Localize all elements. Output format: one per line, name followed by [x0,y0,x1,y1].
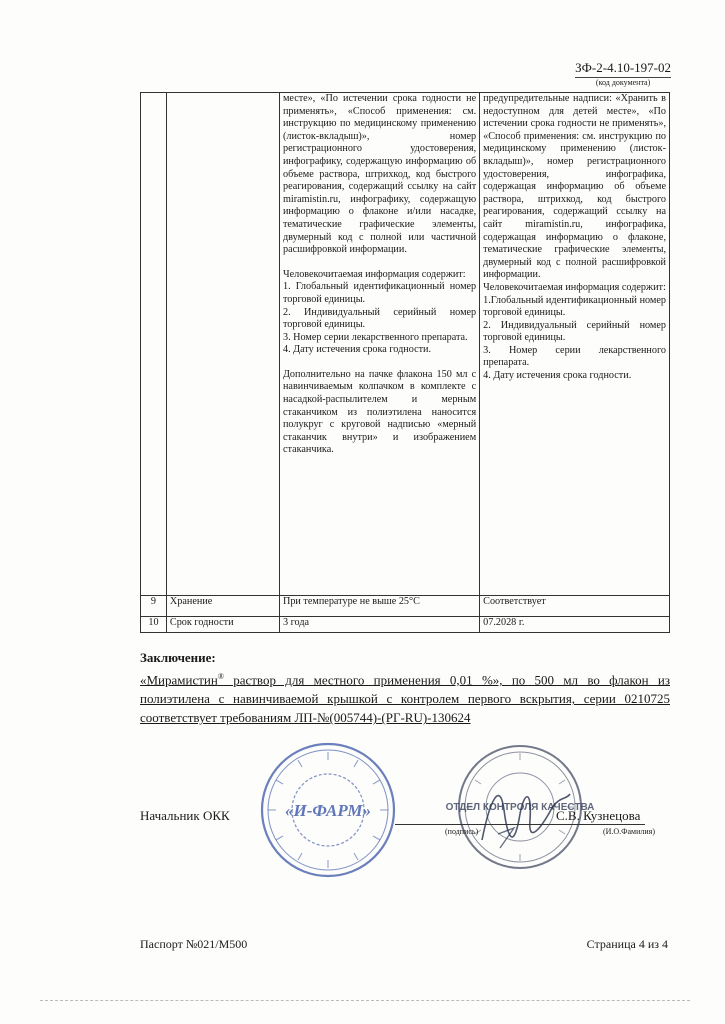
doc-code-caption: (код документа) [575,77,671,87]
signatory-role: Начальник ОКК [140,808,230,823]
signature-caption-right: (И.О.Фамилия) [602,827,655,836]
row-result: Соответствует [480,596,670,617]
req-para: Дополнительно на пачке флакона 150 мл с навинчиваемым колпачком в комплекте с насадкой-распылителем и мерным стаканчиком из полиэтилена наносится полукруг с круговой надписью «мерный стаканчик внутри» и изображением стаканчика. [282,368,477,456]
req-para: 4. Дату истечения срока годности. [282,344,432,356]
signature-line [395,824,645,825]
row-num: 9 [141,596,167,617]
req-para: 3. Номер серии лекарственного препарата. [282,331,468,343]
requirement-cell [279,93,479,596]
table-row [141,596,670,617]
row-requirement: При температуре не выше 25°С [279,596,479,617]
row-name: Хранение [166,596,279,617]
row-name-cell [166,93,279,596]
req-para: 2. Индивидуальный серийный номер торговой единицы. [282,306,477,331]
req-para: Человекочитаемая информация содержит: [282,268,466,280]
page-number: Страница 4 из 4 [586,937,668,951]
res-para: Человекочитаемая информация содержит: [483,281,666,293]
conclusion [140,648,670,727]
table-row [141,93,670,596]
req-para: 1. Глобальный идентификационный номер торговой единицы. [282,281,477,305]
res-para: 1.Глобальный идентификационный номер торговой единицы. [483,294,666,319]
company-stamp [258,740,398,880]
signatory-name: С.В. Кузнецова [556,808,641,823]
table-row [141,617,670,633]
res-para: 2. Индивидуальный серийный номер торговой единицы. [483,319,666,344]
row-num: 10 [141,617,167,633]
req-para: месте», «По истечении срока годности не применять», «Способ применения: см. инструкцию по медицинскому применению (листок-вкладыш)», номер регистрационного удостоверения, инфографику, содержащую информацию об объеме раствора, штрихкод, код быстрого реагирования, содержащий ссылку на сайт miramistin.ru, инфографику, содержащую информацию о флаконе и/или насадке, тематические графические элементы, двумерный код с полной или частичной расшифровкой информации. [282,93,477,256]
res-para: 4. Дату истечения срока годности. [483,370,632,382]
res-para: предупредительные надписи: «Хранить в недоступном для детей месте», «По истечении срока годности не применять», «Способ применения: см. инструкцию по медицинскому применению (листок-вкладыш)», номер регистрационного удостоверения, инфографика, содержащая информацию об объеме раствора, штрихкод, код быстрого реагирования, содержащий ссылку на сайт miramistin.ru, инфографика, содержащая информацию о флаконе, тематические графические элементы, двумерный код с полной расшифровкой информации. [483,93,666,281]
doc-code: ЗФ-2-4.10-197-02 [575,60,671,75]
conclusion-text-start: «Мирамистин [140,672,218,688]
row-requirement: 3 года [279,617,479,633]
result-cell [480,93,670,596]
row-result: 07.2028 г. [480,617,670,633]
conclusion-text [140,667,670,727]
registered-mark: ® [217,672,224,681]
qc-stamp-text: ОТДЕЛ КОНТРОЛЯ КАЧЕСТВА [445,802,595,813]
res-para: 3. Номер серии лекарственного препарата. [483,344,666,369]
signature-caption-left: (подпись) [445,827,479,836]
conclusion-heading: Заключение: [140,650,216,665]
spec-table [140,92,670,633]
conclusion-text-rest: раствор для местного применения 0,01 %», по 500 мл во флакон из полиэтилена с навинчиваемой крышкой с контролем первого вскрытия, серии 0210725 соответствует требованиям ЛП-№(005744)-(РГ-RU)-130624 [140,672,670,726]
row-name: Срок годности [166,617,279,633]
passport-number: Паспорт №021/М500 [140,937,248,951]
company-stamp-name: «И-ФАРМ» [285,801,371,820]
signature-caption [445,827,655,836]
doc-reference [575,60,671,87]
row-num-cell [141,93,167,596]
scan-edge [40,1000,690,1001]
